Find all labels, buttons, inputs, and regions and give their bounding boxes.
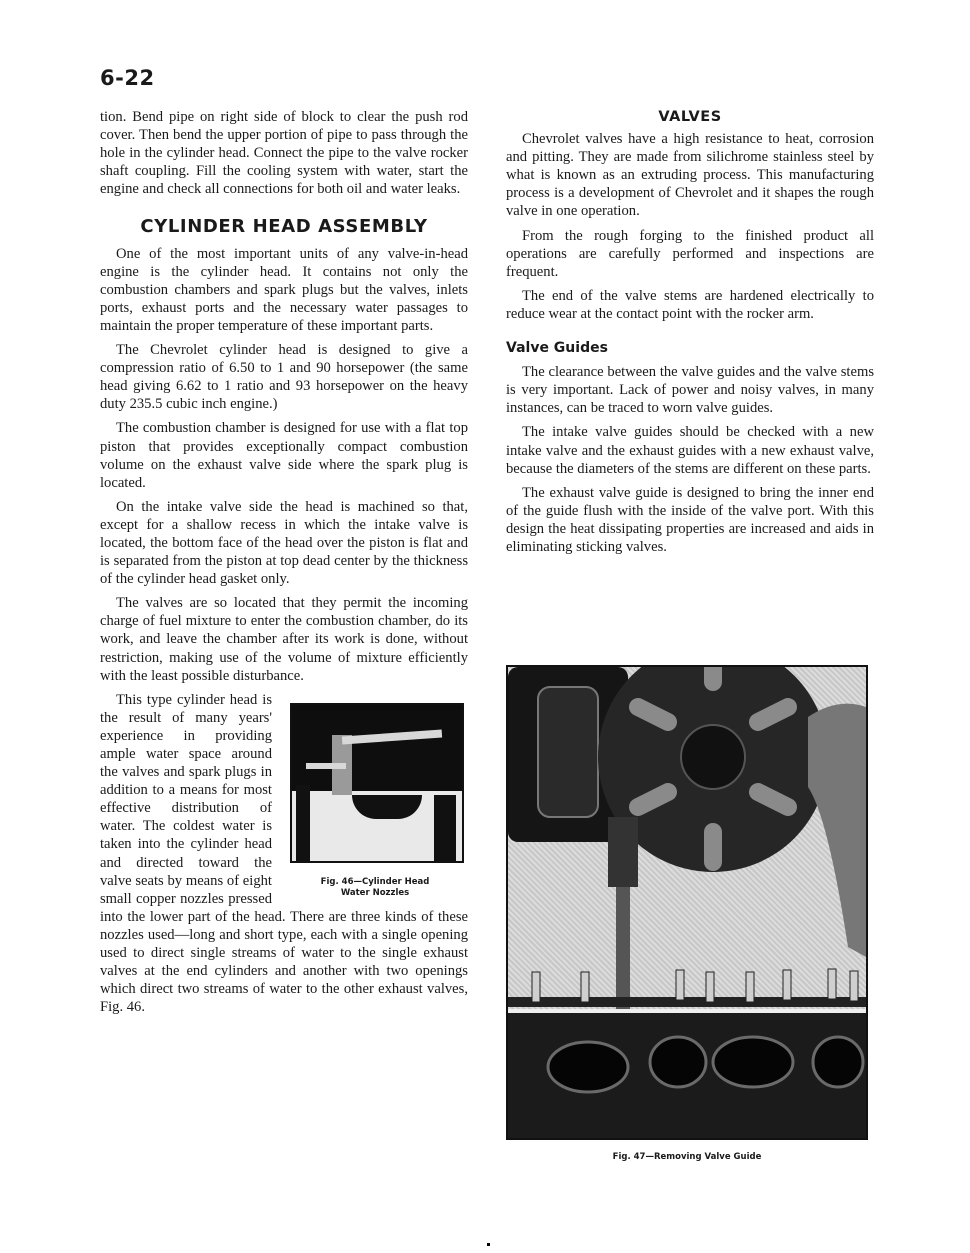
page-number: 6-22 [100, 66, 155, 90]
paragraph: The intake valve guides should be checked with a new intake valve and the exhaust guides with a new exhaust valve, because the diameters of the stems are different on these parts. [506, 424, 874, 477]
figure-47-image [506, 665, 868, 1140]
paragraph: From the rough forging to the finished product all operations are carefully performed and inspections are frequent. [506, 227, 874, 280]
section-heading-valves: VALVES [658, 109, 722, 125]
intro-paragraph: tion. Bend pipe on right side of block to clear the push rod cover. Then bend the upper portion of pipe to pass through the hole in the cylinder head. Connect the pipe to the valve rocker shaft coupling. Fill the cooling system with water, start the engine and check all connections for both oil and water leaks. [100, 109, 468, 198]
figure-46 [282, 703, 468, 899]
paragraph: The valves are so located that they permit the incoming charge of fuel mixture to enter the combustion chamber, do its work, and leave the chamber after its work is done, without restriction, making use of the volume of mixture efficiently with the least possible disturbance. [100, 595, 468, 684]
paragraph: This type cylinder head is the result of many years' experience in providing ample water space around the valves and spark plugs in addition to a means for most effective distribution of water. The coldest water is taken into the cylinder head and directed toward the valve seats by means of eight small copper nozzles pressed into the lower part of the head. There are three kinds of these nozzles used—long and short type, each with a single opening used to direct single streams of water to the single exhaust valves at the end cylinders and another with two openings which direct two streams of water to the other exhaust valves, Fig. 46. [100, 691, 468, 1016]
paragraph: The combustion chamber is designed for use with a flat top piston that provides exceptionally compact combustion volume on the exhaust valve side where the spark plug is located. [100, 420, 468, 491]
section-heading-cylinder-head-assembly: CYLINDER HEAD ASSEMBLY [140, 216, 428, 238]
paragraph: The clearance between the valve guides and the valve stems is very important. Lack of power and noisy valves, in many instances, can be traced to worn valve guides. [506, 364, 874, 417]
paragraph: One of the most important units of any valve-in-head engine is the cylinder head. It contains not only the combustion chambers and spark plugs but the valves, inlets ports, exhaust ports and the necessary water passages to maintain the proper temperature of these important parts. [100, 245, 468, 334]
paragraph: Chevrolet valves have a high resistance to heat, corrosion and pitting. They are made from silichrome stainless steel by what is known as an extruding process. This manufacturing process is a development of Chevrolet and it shapes the rough valve in one operation. [506, 131, 874, 220]
paragraph: On the intake valve side the head is machined so that, except for a shallow recess in which the intake valve is located, the bottom face of the head over the piston is flat and is separated from the piston at top dead center by the thickness of the cylinder head gasket only. [100, 498, 468, 588]
page-mark [487, 1243, 490, 1246]
valve-guide-removal-photo [508, 667, 866, 1138]
figure-47-caption: Fig. 47—Removing Valve Guide [612, 1152, 762, 1162]
right-column [506, 108, 874, 562]
paragraph: The end of the valve stems are hardened electrically to reduce wear at the contact point with the rocker arm. [506, 287, 874, 322]
left-column [100, 108, 468, 1022]
paragraph: The exhaust valve guide is designed to bring the inner end of the guide flush with the inside of the valve port. With this design the heat dissipating properties are increased and aids in eliminating sticking valves. [506, 484, 874, 555]
figure-46-caption: Fig. 46—Cylinder Head Water Nozzles [320, 876, 430, 898]
subheading-valve-guides: Valve Guides [506, 340, 608, 357]
paragraph: The Chevrolet cylinder head is designed to give a compression ratio of 6.50 to 1 and 90 horsepower (the same head giving 6.62 to 1 ratio and 93 horsepower on the heavy duty 235.5 cubic inch engine.) [100, 342, 468, 413]
figure-46-image [290, 703, 464, 863]
